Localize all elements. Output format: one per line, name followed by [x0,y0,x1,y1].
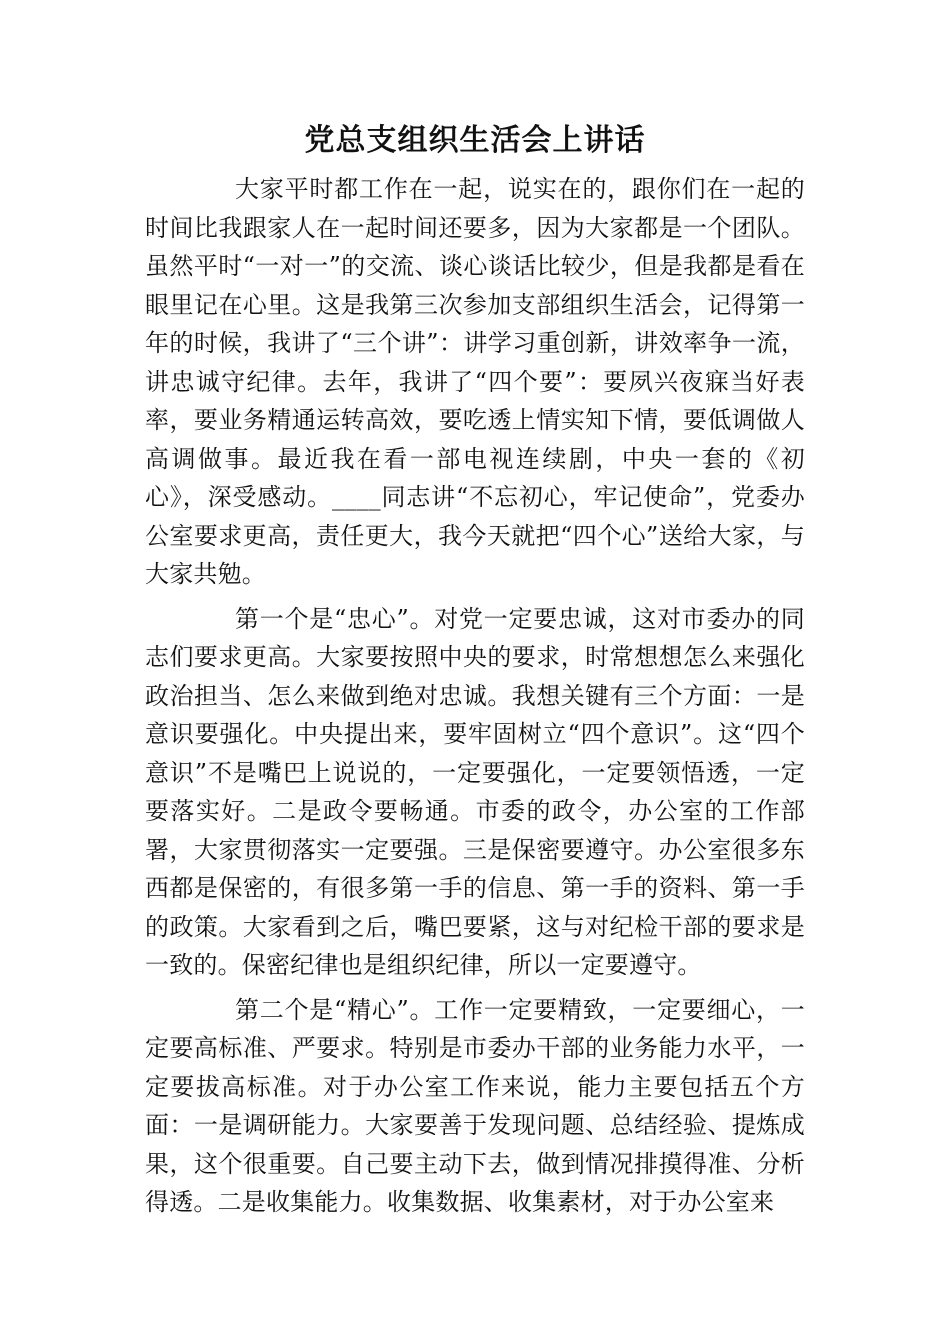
paragraph-diligence: 第二个是“精心”。工作一定要精致，一定要细心，一定要高标准、严要求。特别是市委办干部的业务能力水平，一定要拔高标准。对于办公室工作来说，能力主要包括五个方面：一是调研能力。大家要善于发现问题、总结经验、提炼成果，这个很重要。自己要主动下去，做到情况排摸得准、分析得透。二是收集能力。收集数据、收集素材，对于办公室来 [145,995,805,1216]
document-page [145,118,805,1228]
paragraph-intro: 大家平时都工作在一起，说实在的，跟你们在一起的时间比我跟家人在一起时间还要多，因为大家都是一个团队。虽然平时“一对一”的交流、谈心谈话比较少，但是我都是看在眼里记在心里。这是我第三次参加支部组织生活会，记得第一年的时候，我讲了“三个讲”：讲学习重创新，讲效率争一流，讲忠诚守纪律。去年，我讲了“四个要”：要夙兴夜寐当好表率，要业务精通运转高效，要吃透上情实知下情，要低调做人高调做事。最近我在看一部电视连续剧，中央一套的《初心》，深受感动。____同志讲“不忘初心，牢记使命”，党委办公室要求更高，责任更大，我今天就把“四个心”送给大家，与大家共勉。 [145,175,805,588]
paragraph-loyalty: 第一个是“忠心”。对党一定要忠诚，这对市委办的同志们要求更高。大家要按照中央的要求，时常想想怎么来强化政治担当、怎么来做到绝对忠诚。我想关键有三个方面：一是意识要强化。中央提出来，要牢固树立“四个意识”。这“四个意识”不是嘴巴上说说的，一定要强化，一定要领悟透，一定要落实好。二是政令要畅通。市委的政令，办公室的工作部署，大家贯彻落实一定要强。三是保密要遵守。办公室很多东西都是保密的，有很多第一手的信息、第一手的资料、第一手的政策。大家看到之后，嘴巴要紧，这与对纪检干部的要求是一致的。保密纪律也是组织纪律，所以一定要遵守。 [145,604,805,979]
document-title: 党总支组织生活会上讲话 [304,123,646,158]
